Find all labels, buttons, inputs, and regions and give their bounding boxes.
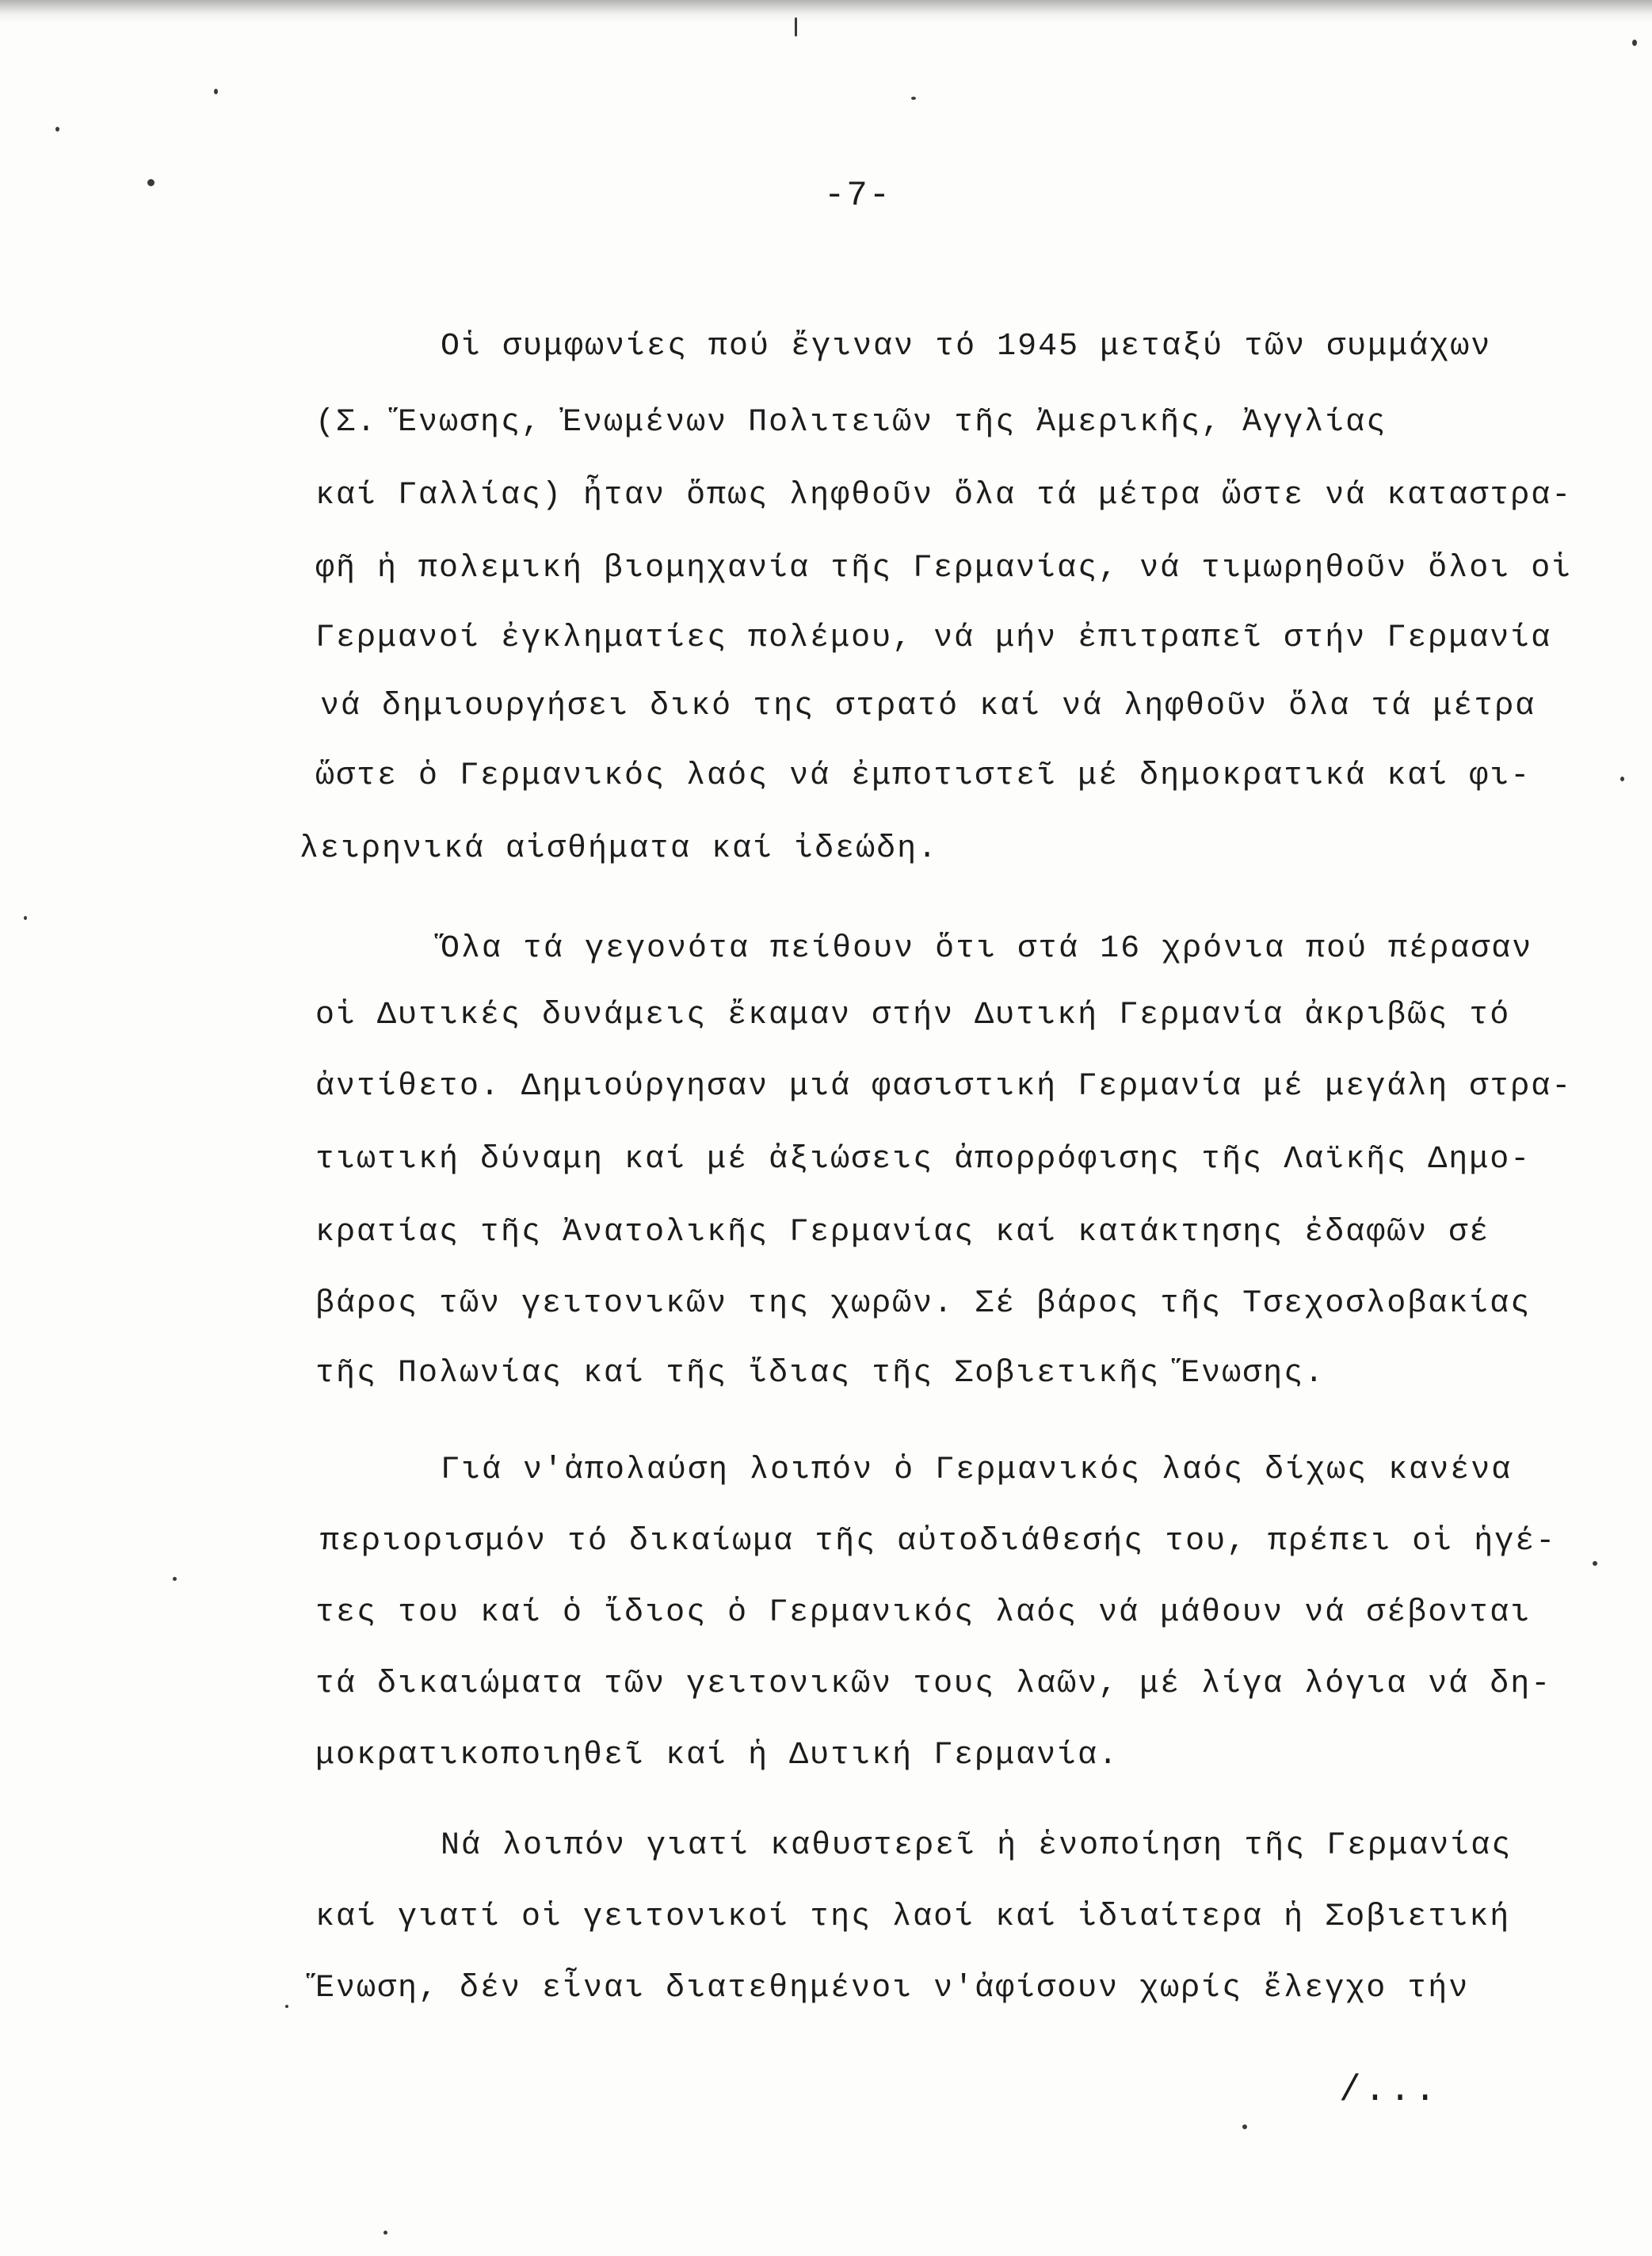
paragraph-3-line-5: μοκρατικοποιηθεῖ καί ἡ Δυτική Γερμανία. xyxy=(315,1738,1120,1773)
scan-speck xyxy=(55,127,59,132)
paragraph-2-line-6: βάρος τῶν γειτονικῶν της χωρῶν. Σέ βάρος τῆς Τσεχοσλοβακίας xyxy=(315,1286,1532,1322)
scan-speck xyxy=(1593,1561,1597,1566)
paragraph-4-line-2: καί γιατί οἱ γειτονικοί της λαοί καί ἰδιαίτερα ἡ Σοβιετική xyxy=(315,1899,1511,1935)
scan-speck xyxy=(173,1577,177,1581)
paragraph-1-line-2: (Σ. Ἕνωσης, Ἐνωμένων Πολιτειῶν τῆς Ἀμερικῆς, Ἀγγλίας xyxy=(315,405,1387,441)
scan-speck xyxy=(285,2005,288,2008)
paragraph-2-line-4: τιωτική δύναμη καί μέ ἀξιώσεις ἀπορρόφισης τῆς Λαϊκῆς Δημο- xyxy=(315,1142,1532,1178)
paragraph-2-line-7: τῆς Πολωνίας καί τῆς ἴδιας τῆς Σοβιετικῆς Ἕνωσης. xyxy=(315,1356,1326,1391)
scan-speck xyxy=(147,179,155,186)
paragraph-3-line-1: Γιά ν'ἀπολαύση λοιπόν ὁ Γερμανικός λαός δίχως κανένα xyxy=(441,1452,1513,1488)
scan-top-edge xyxy=(0,0,1652,22)
scan-speck xyxy=(1242,2124,1247,2129)
paragraph-1-line-6: νά δημιουργήσει δικό της στρατό καί νά ληφθοῦν ὅλα τά μέτρα xyxy=(320,689,1536,724)
scan-speck xyxy=(214,89,218,94)
paragraph-1-line-8: λειρηνικά αἰσθήματα καί ἰδεώδη. xyxy=(299,831,939,867)
scan-speck xyxy=(1632,40,1637,46)
paragraph-3-line-2: περιορισμόν τό δικαίωμα τῆς αὐτοδιάθεσής του, πρέπει οἱ ἡγέ- xyxy=(320,1524,1557,1559)
paragraph-1-line-4: φῆ ἡ πολεμική βιομηχανία τῆς Γερμανίας, νά τιμωρηθοῦν ὅλοι οἱ xyxy=(315,551,1573,586)
scan-speck xyxy=(795,17,797,36)
scan-speck xyxy=(383,2231,387,2235)
paragraph-2-line-3: ἀντίθετο. Δημιούργησαν μιά φασιστική Γερμανία μέ μεγάλη στρα- xyxy=(315,1069,1573,1105)
paragraph-1-line-1: Οἱ συμφωνίες πού ἔγιναν τό 1945 μεταξύ τῶν συμμάχων xyxy=(441,329,1492,365)
paragraph-3-line-4: τά δικαιώματα τῶν γειτονικῶν τους λαῶν, μέ λίγα λόγια νά δη- xyxy=(315,1666,1552,1702)
continuation-mark: /... xyxy=(1339,2070,1440,2111)
paragraph-2-line-2: οἱ Δυτικές δυνάμεις ἔκαμαν στήν Δυτική Γερμανία ἀκριβῶς τό xyxy=(315,998,1511,1033)
paragraph-1-line-7: ὥστε ὁ Γερμανικός λαός νά ἐμποτιστεῖ μέ δημοκρατικά καί φι- xyxy=(315,758,1532,794)
scan-speck xyxy=(24,916,27,920)
scan-speck xyxy=(911,97,916,100)
paragraph-2-line-1: Ὅλα τά γεγονότα πείθουν ὅτι στά 16 χρόνια πού πέρασαν xyxy=(441,931,1533,967)
paragraph-4-line-1: Νά λοιπόν γιατί καθυστερεῖ ἡ ἑνοποίηση τῆς Γερμανίας xyxy=(441,1828,1513,1864)
scan-speck xyxy=(1620,777,1624,781)
paragraph-4-line-3: Ἕνωση, δέν εἶναι διατεθημένοι ν'ἀφίσουν χωρίς ἔλεγχο τήν xyxy=(315,1971,1470,2006)
page-number: -7- xyxy=(824,176,892,216)
paragraph-1-line-5: Γερμανοί ἐγκληματίες πολέμου, νά μήν ἐπιτραπεῖ στήν Γερμανία xyxy=(315,620,1552,656)
paragraph-1-line-3: καί Γαλλίας) ἦταν ὅπως ληφθοῦν ὅλα τά μέτρα ὥστε νά καταστρα- xyxy=(315,478,1573,513)
paragraph-3-line-3: τες του καί ὁ ἴδιος ὁ Γερμανικός λαός νά μάθουν νά σέβονται xyxy=(315,1595,1532,1631)
paragraph-2-line-5: κρατίας τῆς Ἀνατολικῆς Γερμανίας καί κατάκτησης ἐδαφῶν σέ xyxy=(315,1215,1490,1250)
